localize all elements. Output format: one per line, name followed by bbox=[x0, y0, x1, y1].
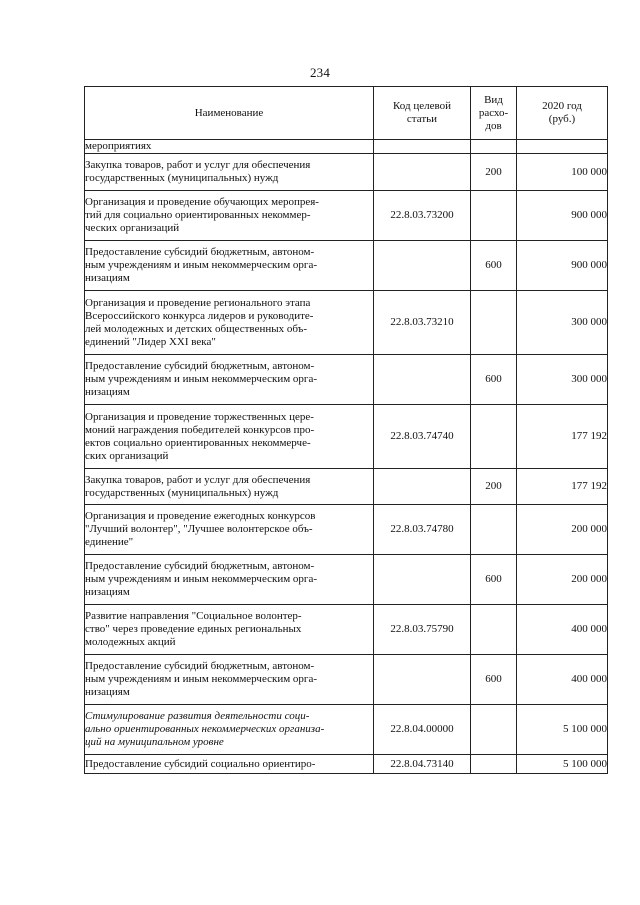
row-name-cell: Развитие направления "Социальное волонтер- ство" через проведение единых региональных молодежных акций bbox=[85, 605, 374, 655]
row-code-cell bbox=[374, 140, 471, 154]
row-code-cell: 22.8.03.75790 bbox=[374, 605, 471, 655]
table-row bbox=[85, 505, 608, 555]
row-expense-type-cell: 200 bbox=[471, 154, 517, 191]
row-amount-cell: 5 100 000 bbox=[517, 705, 608, 755]
row-amount-cell: 400 000 bbox=[517, 655, 608, 705]
row-code-cell: 22.8.03.74780 bbox=[374, 505, 471, 555]
row-amount-cell: 300 000 bbox=[517, 355, 608, 405]
row-amount-cell: 900 000 bbox=[517, 191, 608, 241]
row-name-cell: Стимулирование развития деятельности соци- ально ориентированных некоммерческих организа- ций на муниципальном уровне bbox=[85, 705, 374, 755]
table-row bbox=[85, 241, 608, 291]
row-amount-cell: 400 000 bbox=[517, 605, 608, 655]
table-row bbox=[85, 605, 608, 655]
table-row bbox=[85, 154, 608, 191]
header-name: Наименование bbox=[85, 87, 374, 140]
row-amount-cell: 900 000 bbox=[517, 241, 608, 291]
header-amount-2020: 2020 год (руб.) bbox=[517, 87, 608, 140]
row-code-cell bbox=[374, 655, 471, 705]
budget-table bbox=[84, 86, 608, 774]
row-expense-type-cell bbox=[471, 140, 517, 154]
table-row bbox=[85, 291, 608, 355]
row-name-cell: Организация и проведение ежегодных конкурсов "Лучший волонтер", "Лучшее волонтерское объ- единение" bbox=[85, 505, 374, 555]
row-expense-type-cell: 600 bbox=[471, 241, 517, 291]
row-expense-type-cell: 600 bbox=[471, 555, 517, 605]
row-name-cell: Организация и проведение торжественных цере- моний награждения победителей конкурсов про- ектов социально ориентированных некоммерче- ских организаций bbox=[85, 405, 374, 469]
row-code-cell: 22.8.04.00000 bbox=[374, 705, 471, 755]
table-row bbox=[85, 555, 608, 605]
row-amount-cell: 177 192 bbox=[517, 469, 608, 505]
row-code-cell: 22.8.04.73140 bbox=[374, 755, 471, 774]
row-amount-cell: 200 000 bbox=[517, 505, 608, 555]
table-row bbox=[85, 191, 608, 241]
row-code-cell: 22.8.03.73200 bbox=[374, 191, 471, 241]
table-row bbox=[85, 140, 608, 154]
header-code: Код целевой статьи bbox=[374, 87, 471, 140]
table-header-row bbox=[85, 87, 608, 140]
row-name-cell: Закупка товаров, работ и услуг для обеспечения государственных (муниципальных) нужд bbox=[85, 469, 374, 505]
row-amount-cell: 5 100 000 bbox=[517, 755, 608, 774]
row-amount-cell: 100 000 bbox=[517, 154, 608, 191]
row-amount-cell bbox=[517, 140, 608, 154]
table-row bbox=[85, 755, 608, 774]
row-expense-type-cell bbox=[471, 191, 517, 241]
row-expense-type-cell bbox=[471, 505, 517, 555]
row-code-cell: 22.8.03.74740 bbox=[374, 405, 471, 469]
table-body bbox=[85, 140, 608, 774]
row-expense-type-cell bbox=[471, 605, 517, 655]
row-expense-type-cell bbox=[471, 755, 517, 774]
table-row bbox=[85, 405, 608, 469]
row-name-cell: Организация и проведение обучающих меропрея- тий для социально ориентированных некоммер- ческих организаций bbox=[85, 191, 374, 241]
row-code-cell: 22.8.03.73210 bbox=[374, 291, 471, 355]
row-name-cell: Предоставление субсидий социально ориентиро- bbox=[85, 755, 374, 774]
row-name-cell: Организация и проведение регионального этапа Всероссийского конкурса лидеров и руководите- лей молодежных и детских общественных объ- единений "Лидер XXI века" bbox=[85, 291, 374, 355]
row-expense-type-cell bbox=[471, 405, 517, 469]
table-row bbox=[85, 355, 608, 405]
row-code-cell bbox=[374, 241, 471, 291]
table-row bbox=[85, 705, 608, 755]
table-row bbox=[85, 655, 608, 705]
row-name-cell: Закупка товаров, работ и услуг для обеспечения государственных (муниципальных) нужд bbox=[85, 154, 374, 191]
row-name-cell: Предоставление субсидий бюджетным, автоном- ным учреждениям и иным некоммерческим орга- низациям bbox=[85, 655, 374, 705]
row-code-cell bbox=[374, 355, 471, 405]
page-number: 234 bbox=[309, 65, 331, 80]
row-expense-type-cell bbox=[471, 291, 517, 355]
row-amount-cell: 200 000 bbox=[517, 555, 608, 605]
row-name-cell: Предоставление субсидий бюджетным, автоном- ным учреждениям и иным некоммерческим орга- низациям bbox=[85, 241, 374, 291]
row-code-cell bbox=[374, 555, 471, 605]
header-expense-type: Вид расхо- дов bbox=[471, 87, 517, 140]
row-expense-type-cell: 200 bbox=[471, 469, 517, 505]
row-code-cell bbox=[374, 469, 471, 505]
table-row bbox=[85, 469, 608, 505]
row-name-cell: мероприятиях bbox=[85, 140, 374, 154]
row-expense-type-cell: 600 bbox=[471, 655, 517, 705]
row-amount-cell: 177 192 bbox=[517, 405, 608, 469]
row-expense-type-cell bbox=[471, 705, 517, 755]
row-name-cell: Предоставление субсидий бюджетным, автоном- ным учреждениям и иным некоммерческим орга- низациям bbox=[85, 555, 374, 605]
row-amount-cell: 300 000 bbox=[517, 291, 608, 355]
row-expense-type-cell: 600 bbox=[471, 355, 517, 405]
row-name-cell: Предоставление субсидий бюджетным, автоном- ным учреждениям и иным некоммерческим орга- низациям bbox=[85, 355, 374, 405]
row-code-cell bbox=[374, 154, 471, 191]
